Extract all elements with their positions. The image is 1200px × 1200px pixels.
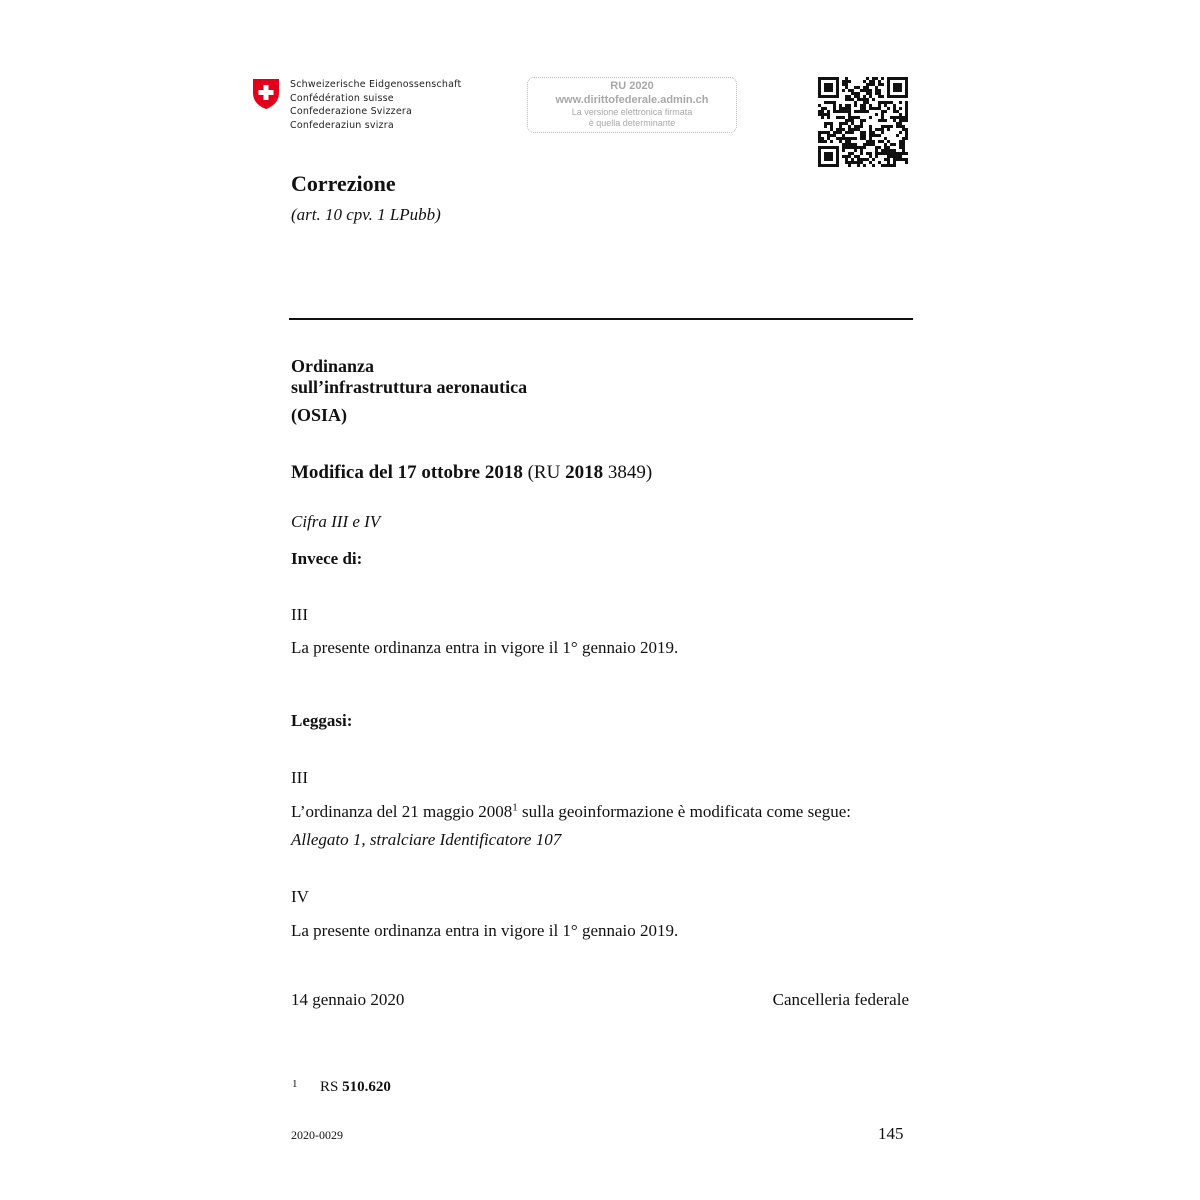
confederation-names bbox=[290, 78, 461, 132]
footnote-prefix: RS bbox=[320, 1079, 343, 1095]
page-number: 145 bbox=[878, 1124, 904, 1143]
read-text-1-after: sulla geoinformazione è modificata come segue: bbox=[517, 802, 852, 821]
footnote-ref[interactable]: 1 bbox=[512, 801, 518, 814]
modification-ref-rest: 3849) bbox=[603, 462, 653, 483]
page-subtitle: (art. 10 cpv. 1 LPubb) bbox=[291, 205, 441, 224]
confederation-line: Confederaziun svizra bbox=[290, 119, 394, 131]
instead-text: La presente ordinanza entra in vigore il 1° gennaio 2019. bbox=[291, 638, 679, 657]
instead-label: Invece di: bbox=[291, 549, 363, 568]
confederation-line: Schweizerische Eidgenossenschaft bbox=[290, 79, 462, 90]
date: 14 gennaio 2020 bbox=[291, 990, 405, 1009]
confederation-line: Confédération suisse bbox=[290, 92, 394, 104]
read-label: Leggasi: bbox=[291, 711, 353, 730]
read-text-1-before: L’ordinanza del 21 maggio 2008 bbox=[291, 802, 513, 821]
qr-code-icon bbox=[818, 77, 908, 167]
stamp-website[interactable]: www.dirittofederale.admin.ch bbox=[555, 94, 709, 106]
modification-ref-year: 2018 bbox=[565, 462, 604, 483]
signer: Cancelleria federale bbox=[772, 990, 909, 1009]
confederation-line: Confederazione Svizzera bbox=[290, 106, 413, 117]
stamp-collection: RU 2020 bbox=[610, 80, 654, 92]
read-text-1 bbox=[291, 802, 851, 822]
publication-stamp bbox=[527, 77, 737, 133]
document-number: 2020-0029 bbox=[291, 1128, 343, 1142]
read-numeral-2: IV bbox=[291, 887, 309, 906]
instead-numeral: III bbox=[291, 605, 308, 624]
stamp-note-1: La versione elettronica firmata bbox=[571, 107, 693, 117]
ordinance-title bbox=[291, 356, 527, 426]
modification-ref-open: (RU bbox=[527, 462, 566, 483]
modification-date: Modifica del 17 ottobre 2018 bbox=[291, 462, 523, 483]
footnote-text bbox=[320, 1079, 391, 1096]
page-title: Correzione bbox=[291, 171, 396, 196]
read-text-2: La presente ordinanza entra in vigore il 1° gennaio 2019. bbox=[291, 921, 679, 940]
read-text-1-italic: Allegato 1, stralciare Identificatore 107 bbox=[291, 830, 562, 849]
read-numeral-1: III bbox=[291, 768, 308, 787]
ordinance-title-line1: Ordinanza bbox=[291, 356, 375, 376]
section-reference: Cifra III e IV bbox=[291, 512, 381, 531]
footnote-number: 1 bbox=[292, 1078, 298, 1090]
swiss-coat-of-arms-icon bbox=[252, 78, 280, 110]
modification-heading bbox=[291, 462, 652, 484]
stamp-note-2: è quella determinante bbox=[588, 118, 676, 128]
ordinance-title-line2: sull’infrastruttura aeronautica bbox=[291, 377, 528, 397]
divider bbox=[289, 318, 913, 320]
footnote-value: 510.620 bbox=[342, 1079, 391, 1095]
ordinance-abbreviation: (OSIA) bbox=[291, 405, 348, 425]
